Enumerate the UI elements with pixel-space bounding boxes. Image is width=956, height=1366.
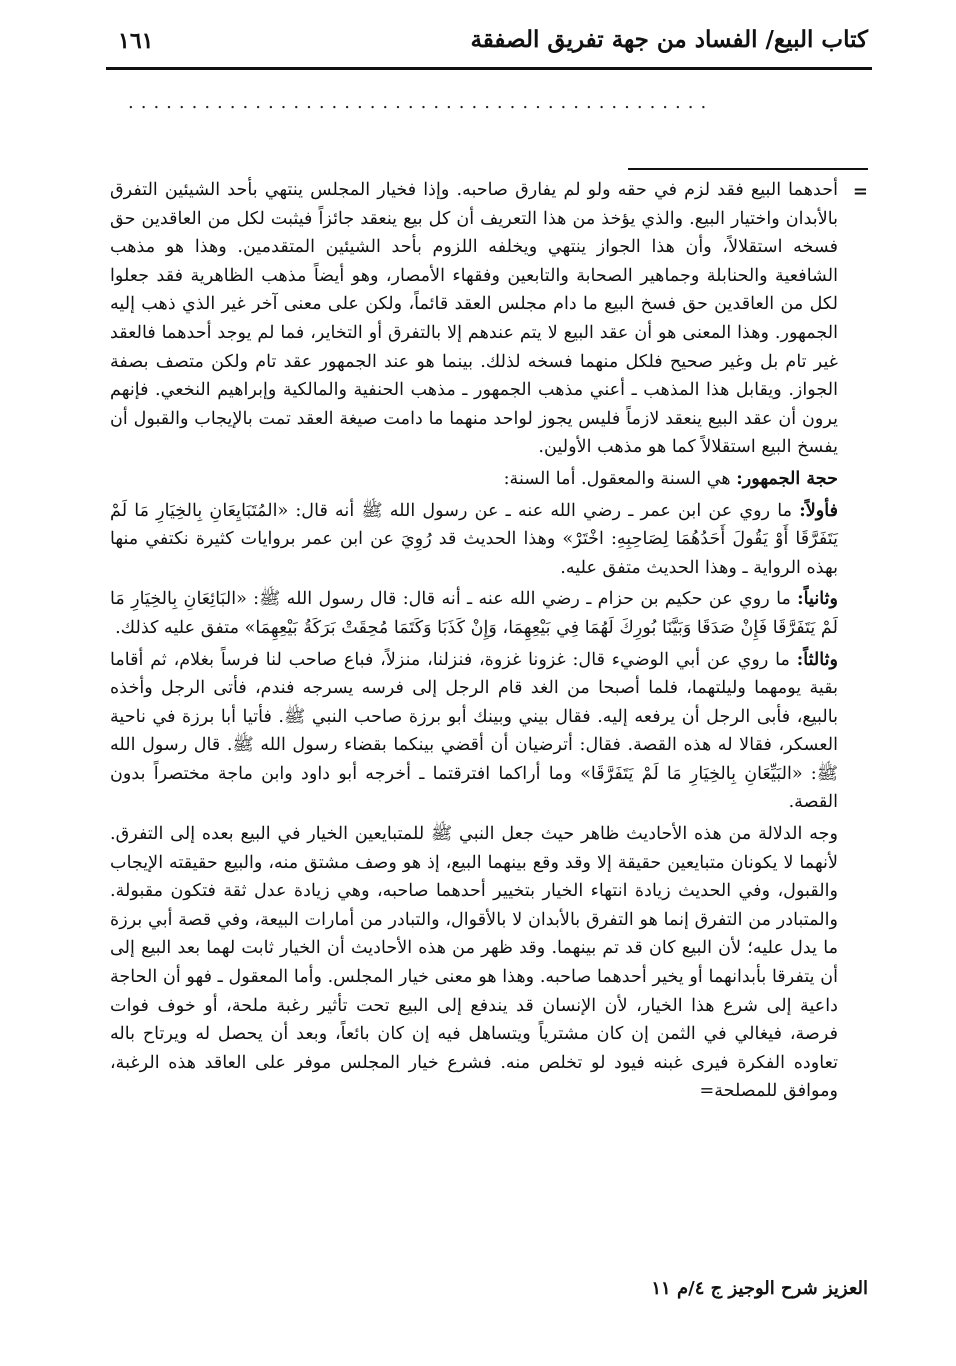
- header-rule: [106, 67, 872, 70]
- paragraph-definition: [110, 176, 838, 462]
- paragraph-evidence-explanation: [110, 820, 838, 1106]
- running-title: كتاب البيع/ الفساد من جهة تفريق الصفقة: [470, 26, 868, 53]
- paragraph-second-hadith: [110, 585, 838, 642]
- paragraph-lead: فأولاً:: [799, 499, 838, 521]
- paragraph-first-hadith: [110, 497, 838, 583]
- paragraph-text: ما روي عن ابن عمر ـ رضي الله عنه ـ عن رسول الله ﷺ أنه قال: «المُتَبَايِعَانِ بِالخِيَارِ مَا لَمْ يَتَفَرَّقَا أَوْ يَقُولَ أَحَدُهُمَا لِصَاحِبِهِ: اخْتَرْ» وهذا الحديث قد رُوِيَ عن ابن عمر بروايات كثيرة نكتفي منها بهذه الرواية ـ وهذا الحديث متفق عليه.: [110, 500, 838, 578]
- footnote-rule: [628, 168, 868, 170]
- continuation-mark-top: =: [852, 181, 868, 202]
- paragraph-text: ما روي عن أبي الوضيء قال: غزونا غزوة، فنزلنا، منزلاً، فباع صاحب لنا فرساً بغلام، ثم أقاما بقية يومهما وليلتهما، فلما أصبحا من الغد قام الرجل إلى فرسه يسرجه فندم، فأتى الرجل وأخذه بالبيع، فأبى الرجل أن يرفعه إليه. فقال بيني وبينك أبو برزة صاحب النبي ﷺ. فأتيا أبا برزة في ناحية العسكر، فقالا له هذه القصة. فقال: أترضيان أن أقضي بينكما بقضاء رسول الله ﷺ. قال رسول الله ﷺ: «البَيِّعَانِ بِالخِيَارِ مَا لَمْ يَتَفَرَّقَا» وما أراكما افترقتما ـ أخرجه أبو داود وابن ماجة مختصراً بدون القصة.: [110, 649, 838, 813]
- page-number: ١٦١: [118, 28, 154, 54]
- footnote-text: [110, 176, 838, 1106]
- page-header: [112, 22, 868, 66]
- paragraph-lead: وثالثاً:: [796, 648, 838, 670]
- paragraph-text: وجه الدلالة من هذه الأحاديث ظاهر حيث جعل النبي ﷺ للمتبايعين الخيار في البيع بعده إلى التفرق. لأنهما لا يكونان متبايعين حقيقة إلا وقد وقع بينهما البيع، إذ هو وصف مشتق منه، والبيع حقيقته الإيجاب والقبول، وفي الحديث زيادة انتهاء الخيار بتخيير أحدهما صاحبه، وهي زيادة عدل ثقة فتكون مقبولة. والمتبادر من التفرق إنما هو التفرق بالأبدان لا بالأقوال، والتبادر من أمارات البيعة، وفي قصة أبي برزة ما يدل عليه؛ لأن البيع كان قد تم بينهما. وقد ظهر من هذه الأحاديث أن الخيار ثابت لهما بعد البيع إلى أن يتفرقا بأبدانهما أو يخير أحدهما صاحبه. وهذا هو معنى خيار المجلس. وأما المعقول ـ فهو أن الحاجة داعية إلى شرع هذا الخيار، لأن الإنسان قد يندفع إلى البيع تحت تأثير رغبة ملحة، أو خوف فوات فرصة، فيغالي في الثمن إن كان مشترياً ويتساهل فيه إن كان بائعاً، وبعد أن يحصل له ويرتاح باله تعاوده الفكرة فيرى غبنه فيود لو تخلص منه. فشرع خيار المجلس موفر على العاقد هذه الرغبة، وموافق للمصلحة=: [110, 824, 838, 1102]
- paragraph-majority-evidence: [110, 465, 838, 494]
- paragraph-text: أحدهما البيع فقد لزم في حقه ولو لم يفارق صاحبه. وإذا فخيار المجلس ينتهي بأحد الشيئين التفرق بالأبدان واختيار البيع. والذي يؤخذ من هذا التعريف أن كل بيع ينعقد جائزاً فيثبت لكل من العاقدين حق فسخه استقلالاً، وأن هذا الجواز ينتهي ويخلفه اللزوم بأحد الشيئين المتقدمين. وهذا هو مذهب الشافعية والحنابلة وجماهير الصحابة والتابعين وفقهاء الأمصار، وهو أيضاً مذهب الظاهرية فقد جعلوا لكل من العاقدين حق فسخ البيع ما دام مجلس العقد قائماً، ولكن على معنى آخر غير الذي ذهب إليه الجمهور. وهذا المعنى هو أن عقد البيع لا يتم عندهم إلا بالتفرق أو التخاير، فما لم يوجد أحدهما فالعقد غير تام بل وغير صحيح فلكل منهما فسخه لذلك. بينما هو عند الجمهور عقد تام ولكن متصف بصفة الجواز. ويقابل هذا المذهب ـ أعني مذهب الجمهور ـ مذهب الحنفية والمالكية وإبراهيم النخعي. فإنهم يرون أن عقد البيع ينعقد لازماً فليس يجوز لواحد منهما ما دامت صيغة العقد تمت بالإيجاب والقبول أن يفسخ البيع استقلالاً كما هو مذهب الأولين.: [110, 180, 838, 458]
- paragraph-text: هي السنة والمعقول. أما السنة:: [503, 468, 737, 489]
- paragraph-third-hadith: [110, 646, 838, 818]
- paragraph-lead: حجة الجمهور:: [736, 467, 838, 489]
- separator-dots: ..............................................: [128, 92, 714, 110]
- paragraph-lead: وثانياً:: [797, 588, 838, 610]
- page-footer: العزيز شرح الوجيز ج ٤/م ١١: [651, 1278, 868, 1299]
- paragraph-text: ما روي عن حكيم بن حزام ـ رضي الله عنه ـ أنه قال: قال رسول الله ﷺ: «البَائِعَانِ بِالخِيَارِ مَا لَمْ يَتَفَرَّقَا فَإِنْ صَدَقَا وَبَيَّنَا بُورِكَ لَهُمَا فِي بَيْعِهِمَا، وَإِنْ كَذَبَا وَكَتَمَا مُحِقَتْ بَرَكَةُ بَيْعِهِمَا» متفق عليه كذلك.: [110, 589, 838, 638]
